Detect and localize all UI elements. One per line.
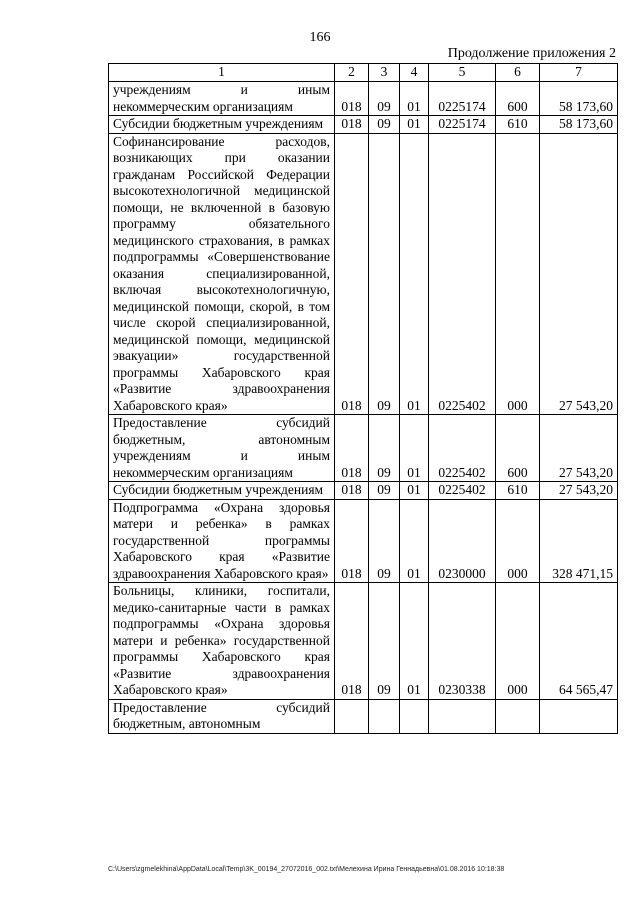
row-code-2: 018 — [335, 499, 369, 583]
row-code-5: 0225402 — [429, 415, 496, 482]
row-code-5: 0225402 — [429, 133, 496, 415]
row-code-2: 018 — [335, 116, 369, 134]
column-header-2: 2 — [335, 64, 369, 82]
row-code-5: 0225174 — [429, 116, 496, 134]
row-code-5 — [429, 699, 496, 733]
row-code-4: 01 — [400, 583, 429, 700]
table-row — [109, 583, 618, 700]
row-code-6: 600 — [496, 415, 540, 482]
row-name: Предоставление субсидий бюджетным, автономным учреждениям и иным некоммерческим организациям — [109, 415, 335, 482]
row-code-3: 09 — [369, 583, 400, 700]
row-code-6 — [496, 699, 540, 733]
row-name: Предоставление субсидий бюджетным, автономным — [109, 699, 335, 733]
row-amount — [540, 699, 618, 733]
row-code-6: 000 — [496, 499, 540, 583]
row-amount: 27 543,20 — [540, 133, 618, 415]
row-code-6: 000 — [496, 583, 540, 700]
row-amount: 58 173,60 — [540, 116, 618, 134]
row-code-2: 018 — [335, 482, 369, 500]
row-code-3: 09 — [369, 133, 400, 415]
row-code-3: 09 — [369, 116, 400, 134]
row-name: Больницы, клиники, госпитали, медико-санитарные части в рамках подпрограммы «Охрана здоровья матери и ребенка» государственной программы Хабаровского края «Развитие здравоохранения Хабаровского края» — [109, 583, 335, 700]
column-header-7: 7 — [540, 64, 618, 82]
row-name: Софинансирование расходов, возникающих при оказании гражданам Российской Федерации высокотехнологичной медицинской помощи, не включенной в базовую программу обязательного медицинского страхования, в рамках подпрограммы «Совершенствование оказания специализированной, включая высокотехнологичную, медицинской помощи, скорой, в том числе скорой специализированной, медицинской помощи, медицинской эвакуации» государственной программы Хабаровского края «Развитие здравоохранения Хабаровского края» — [109, 133, 335, 415]
row-code-5: 0225402 — [429, 482, 496, 500]
footer-file-path: C:\Users\zgmelekhina\AppData\Local\Temp\3K_00194_27072016_002.txt\Мелехина Ирина Геннадьевна\01.08.2016 10:18:38 — [108, 866, 505, 873]
row-code-4: 01 — [400, 499, 429, 583]
column-header-3: 3 — [369, 64, 400, 82]
row-code-3 — [369, 699, 400, 733]
row-code-3: 09 — [369, 82, 400, 116]
row-code-4: 01 — [400, 133, 429, 415]
row-code-2: 018 — [335, 82, 369, 116]
continuation-label: Продолжение приложения 2 — [447, 46, 616, 61]
row-code-5: 0230000 — [429, 499, 496, 583]
table-row — [109, 82, 618, 116]
table-row — [109, 415, 618, 482]
table-row — [109, 133, 618, 415]
row-code-2: 018 — [335, 133, 369, 415]
row-code-4: 01 — [400, 415, 429, 482]
row-amount: 27 543,20 — [540, 482, 618, 500]
budget-table — [108, 63, 618, 734]
table-row — [109, 499, 618, 583]
row-code-3: 09 — [369, 482, 400, 500]
column-header-5: 5 — [429, 64, 496, 82]
row-code-3: 09 — [369, 499, 400, 583]
table-row — [109, 116, 618, 134]
row-amount: 64 565,47 — [540, 583, 618, 700]
row-code-4: 01 — [400, 482, 429, 500]
row-code-4 — [400, 699, 429, 733]
page-number: 166 — [309, 30, 331, 45]
row-code-5: 0225174 — [429, 82, 496, 116]
table-row — [109, 699, 618, 733]
table-header-row — [109, 64, 618, 82]
row-code-6: 610 — [496, 116, 540, 134]
row-code-5: 0230338 — [429, 583, 496, 700]
row-amount: 27 543,20 — [540, 415, 618, 482]
row-code-6: 600 — [496, 82, 540, 116]
row-name: Субсидии бюджетным учреждениям — [109, 116, 335, 134]
column-header-1: 1 — [109, 64, 335, 82]
row-code-2 — [335, 699, 369, 733]
row-name: Субсидии бюджетным учреждениям — [109, 482, 335, 500]
row-code-4: 01 — [400, 82, 429, 116]
row-code-6: 610 — [496, 482, 540, 500]
row-amount: 328 471,15 — [540, 499, 618, 583]
column-header-4: 4 — [400, 64, 429, 82]
row-code-3: 09 — [369, 415, 400, 482]
row-name: Подпрограмма «Охрана здоровья матери и ребенка» в рамках государственной программы Хабаровского края «Развитие здравоохранения Хабаровского края» — [109, 499, 335, 583]
row-code-2: 018 — [335, 583, 369, 700]
column-header-6: 6 — [496, 64, 540, 82]
row-code-4: 01 — [400, 116, 429, 134]
row-amount: 58 173,60 — [540, 82, 618, 116]
row-code-2: 018 — [335, 415, 369, 482]
row-code-6: 000 — [496, 133, 540, 415]
table-row — [109, 482, 618, 500]
row-name: учреждениям и иным некоммерческим организациям — [109, 82, 335, 116]
